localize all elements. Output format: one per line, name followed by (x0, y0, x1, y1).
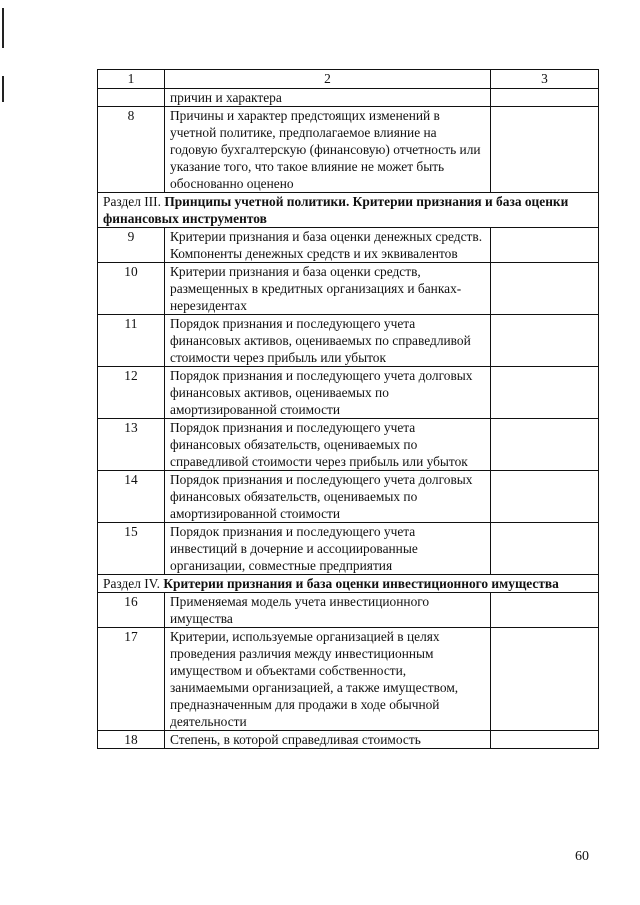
item-disclosure-cell (491, 419, 599, 471)
item-description: Порядок признания и последующего учета долговых финансовых активов, оцениваемых по амортизированной стоимости (165, 367, 491, 419)
table-row (98, 731, 599, 749)
item-disclosure-cell (491, 731, 599, 749)
table-row (98, 107, 599, 193)
item-number: 18 (98, 731, 165, 749)
item-number: 14 (98, 471, 165, 523)
item-description: Критерии признания и база оценки средств, размещенных в кредитных организациях и банках-нерезидентах (165, 263, 491, 315)
item-disclosure-cell (491, 367, 599, 419)
item-number: 10 (98, 263, 165, 315)
item-disclosure-cell (491, 228, 599, 263)
column-header-3: 3 (491, 70, 599, 89)
item-disclosure-cell (491, 263, 599, 315)
item-disclosure-cell (491, 471, 599, 523)
item-number: 8 (98, 107, 165, 193)
item-disclosure-cell (491, 628, 599, 731)
item-description: Степень, в которой справедливая стоимость (165, 731, 491, 749)
section-title: Принципы учетной политики. Критерии признания и база оценки финансовых инструментов (103, 194, 569, 226)
item-number: 12 (98, 367, 165, 419)
item-number: 9 (98, 228, 165, 263)
section-heading-row (98, 193, 599, 228)
table-header-row (98, 70, 599, 89)
item-description: Применяемая модель учета инвестиционного имущества (165, 593, 491, 628)
table-row (98, 593, 599, 628)
section-label: Раздел IV. (103, 576, 160, 591)
item-description: Порядок признания и последующего учета финансовых обязательств, оцениваемых по справедливой стоимости через прибыль или убыток (165, 419, 491, 471)
table-row (98, 523, 599, 575)
table-row (98, 228, 599, 263)
item-description: Порядок признания и последующего учета долговых финансовых обязательств, оцениваемых по амортизированной стоимости (165, 471, 491, 523)
item-disclosure-cell (491, 89, 599, 107)
table-row (98, 89, 599, 107)
section-heading (98, 193, 599, 228)
item-description: Порядок признания и последующего учета финансовых активов, оцениваемых по справедливой стоимости через прибыль или убыток (165, 315, 491, 367)
section-title: Критерии признания и база оценки инвестиционного имущества (163, 576, 559, 591)
column-header-2: 2 (165, 70, 491, 89)
section-heading-row (98, 575, 599, 593)
table-row (98, 263, 599, 315)
item-number: 17 (98, 628, 165, 731)
item-description: Причины и характер предстоящих изменений в учетной политике, предполагаемое влияние на годовую бухгалтерскую (финансовую) отчетность или указание того, что такое влияние не может быть обоснованно оценено (165, 107, 491, 193)
table-row (98, 419, 599, 471)
item-disclosure-cell (491, 315, 599, 367)
item-description: Критерии признания и база оценки денежных средств. Компоненты денежных средств и их эквивалентов (165, 228, 491, 263)
item-description: причин и характера (165, 89, 491, 107)
item-number: 13 (98, 419, 165, 471)
column-header-1: 1 (98, 70, 165, 89)
item-number: 15 (98, 523, 165, 575)
item-disclosure-cell (491, 523, 599, 575)
item-description: Критерии, используемые организацией в целях проведения различия между инвестиционным имуществом и объектами собственности, занимаемыми организацией, а также имуществом, предназначенным для продажи в ходе обычной деятельности (165, 628, 491, 731)
item-description: Порядок признания и последующего учета инвестиций в дочерние и ассоциированные организации, совместные предприятия (165, 523, 491, 575)
table-row (98, 367, 599, 419)
item-number (98, 89, 165, 107)
disclosure-table (97, 69, 599, 749)
item-disclosure-cell (491, 593, 599, 628)
margin-line-mark (2, 8, 4, 48)
item-number: 11 (98, 315, 165, 367)
table-row (98, 471, 599, 523)
section-heading (98, 575, 599, 593)
section-label: Раздел III. (103, 194, 161, 209)
page-number: 60 (575, 849, 589, 864)
item-number: 16 (98, 593, 165, 628)
margin-line-mark (2, 76, 4, 102)
table-row (98, 315, 599, 367)
table-row (98, 628, 599, 731)
item-disclosure-cell (491, 107, 599, 193)
